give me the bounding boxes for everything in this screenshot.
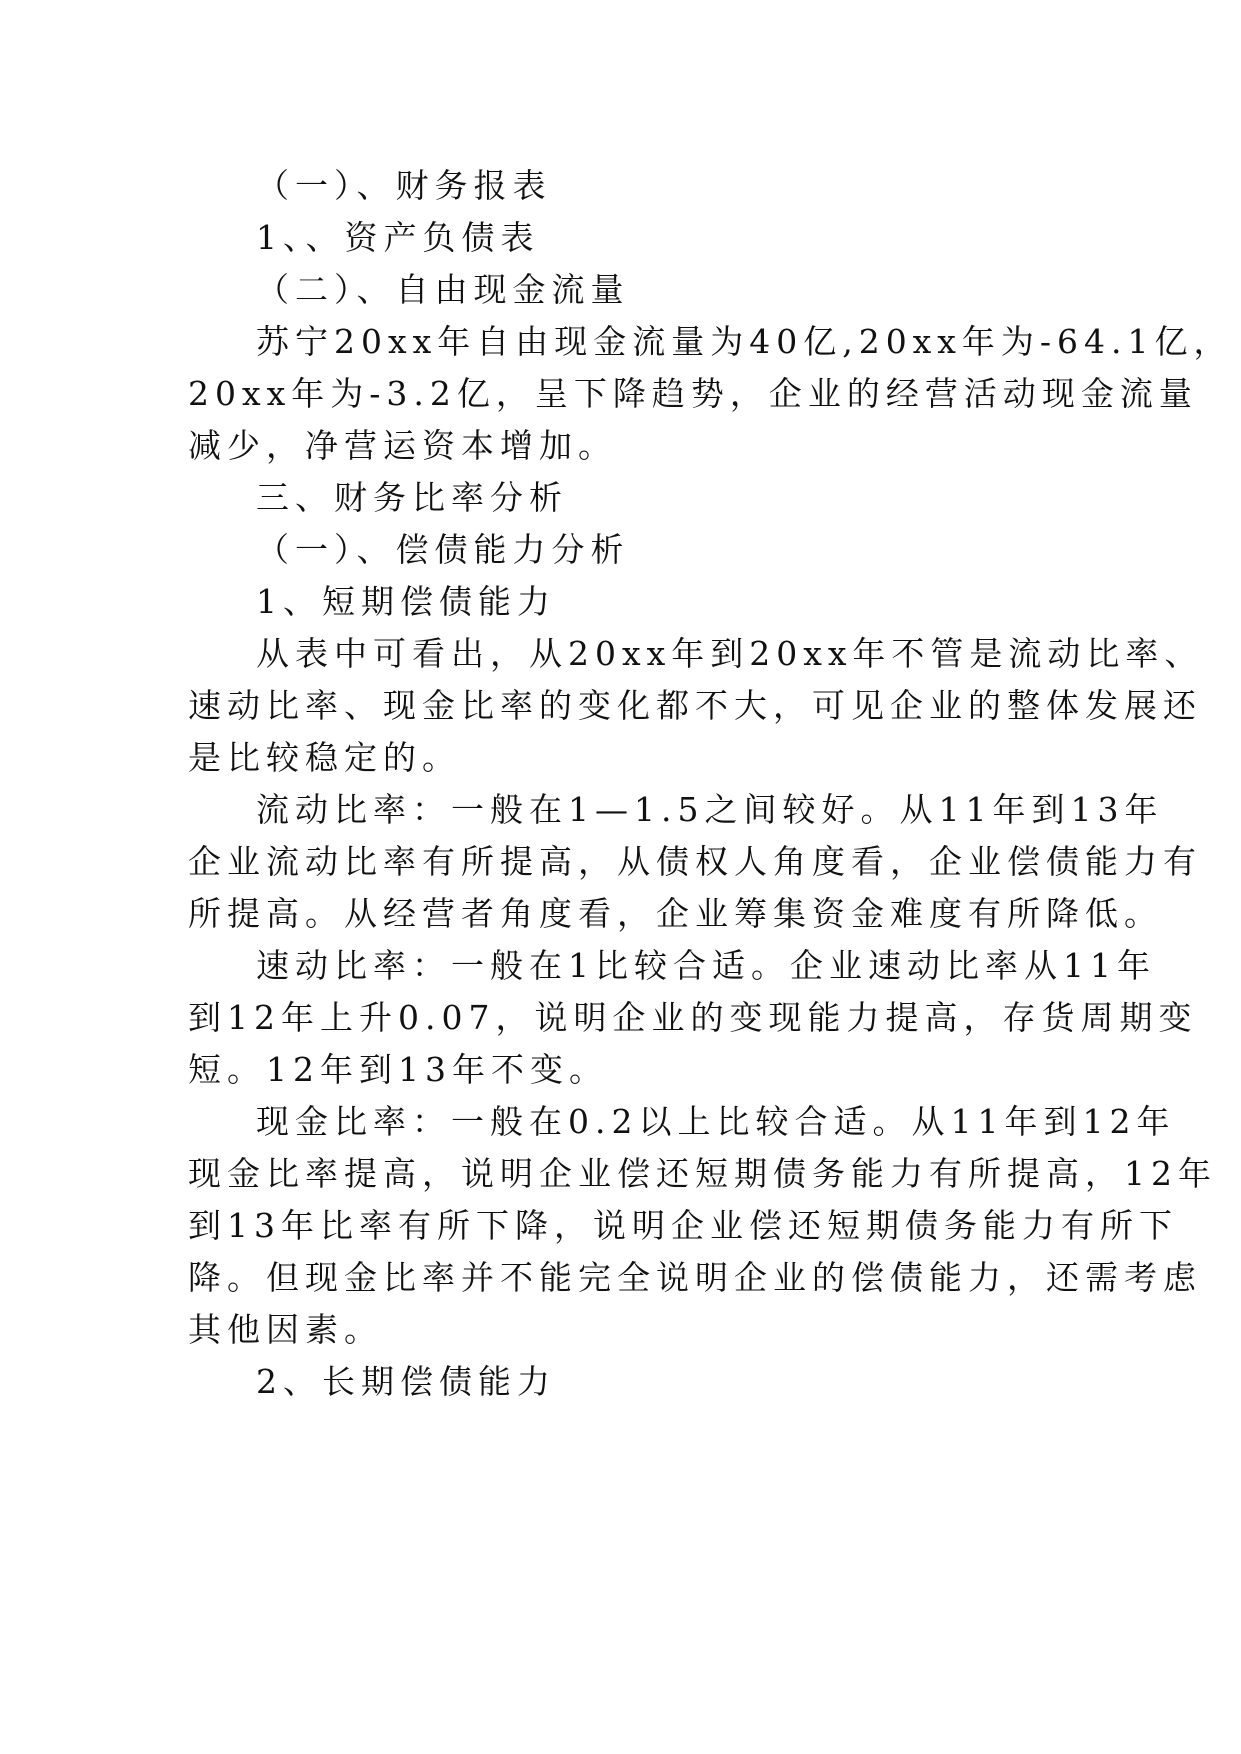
paragraph-line: 到13年比率有所下降，说明企业偿还短期债务能力有所下 [188,1206,1178,1245]
paragraph-line: 速动比率：一般在1比较合适。企业速动比率从11年 [256,946,1156,985]
paragraph-line: 其他因素。 [188,1310,383,1349]
paragraph-line: 短。12年到13年不变。 [188,1050,608,1089]
paragraph-line: 到12年上升0.07，说明企业的变现能力提高，存货周期变 [188,998,1198,1037]
paragraph-line: 流动比率：一般在1—1.5之间较好。从11年到13年 [256,790,1164,829]
subsection-heading: 1、、资产负债表 [256,218,540,257]
paragraph-line: 苏宁20xx年自由现金流量为40亿,20xx年为-64.1亿， [256,322,1233,361]
paragraph-line: 所提高。从经营者角度看，企业筹集资金难度有所降低。 [188,894,1163,933]
paragraph-line: 降。但现金比率并不能完全说明企业的偿债能力，还需考虑 [188,1258,1202,1297]
section-heading: （一）、财务报表 [256,166,552,205]
paragraph-line: 从表中可看出，从20xx年到20xx年不管是流动比率、 [256,634,1204,673]
paragraph-line: 现金比率提高，说明企业偿还短期债务能力有所提高，12年 [188,1154,1217,1193]
subsection-heading: 1、短期偿债能力 [256,582,556,621]
paragraph-line: 速动比率、现金比率的变化都不大，可见企业的整体发展还 [188,686,1202,725]
section-heading: （二）、自由现金流量 [256,270,630,309]
section-heading: 三、财务比率分析 [256,478,568,517]
section-heading: （一）、偿债能力分析 [256,530,630,569]
subsection-heading: 2、长期偿债能力 [256,1362,556,1401]
paragraph-line: 20xx年为-3.2亿，呈下降趋势，企业的经营活动现金流量 [188,374,1198,413]
paragraph-line: 现金比率：一般在0.2以上比较合适。从11年到12年 [256,1102,1176,1141]
paragraph-line: 是比较稳定的。 [188,738,461,777]
paragraph-line: 减少，净营运资本增加。 [188,426,617,465]
paragraph-line: 企业流动比率有所提高，从债权人角度看，企业偿债能力有 [188,842,1202,881]
